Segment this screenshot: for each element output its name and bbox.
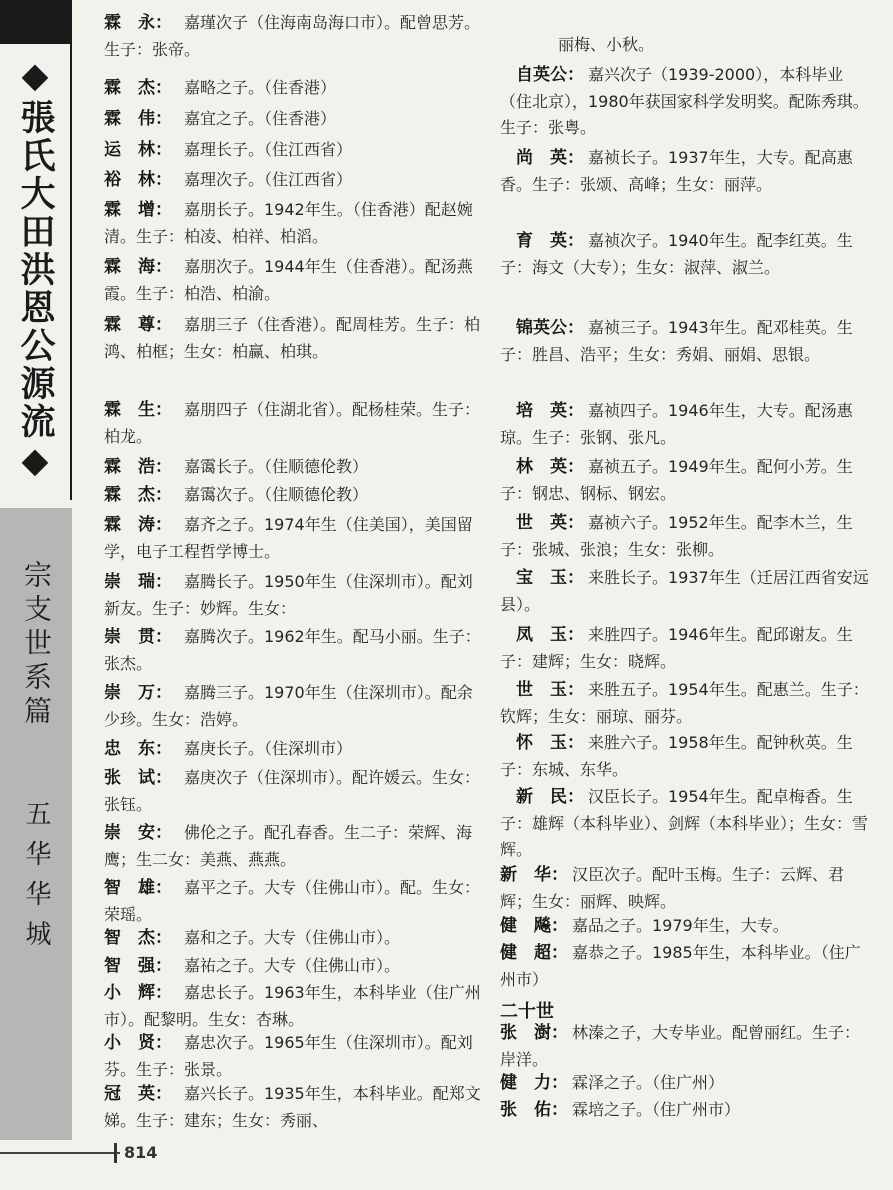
entry-desc: 霖培之子。（住广州市）: [572, 1100, 741, 1119]
genealogy-entry: [104, 1030, 486, 1083]
genealogy-entry: [104, 953, 486, 980]
entry-desc: 来胜四子。1946年生。配邱谢友。生子：建辉；生女：晓辉。: [500, 625, 853, 671]
entry-name: 霖 伟：: [104, 109, 172, 129]
genealogy-entry: [500, 62, 872, 142]
genealogy-entry: [104, 10, 486, 63]
genealogy-entry: [500, 32, 872, 59]
genealogy-entry: [500, 510, 872, 563]
entry-name: 尚 英：: [516, 148, 584, 168]
book-title-box: [0, 56, 70, 496]
entry-name: 张 佑：: [500, 1100, 568, 1120]
entry-name: 怀 玉：: [516, 733, 584, 753]
entry-name: 新 华：: [500, 865, 568, 885]
entry-name: 培 英：: [516, 401, 584, 421]
entry-name: 崇 瑞：: [104, 572, 172, 592]
genealogy-entry: [500, 622, 872, 675]
sidebar-divider: [70, 0, 72, 500]
entry-name: 健 超：: [500, 943, 568, 963]
genealogy-entry: [104, 736, 486, 763]
entry-desc: 嘉朋四子（住湖北省）。配杨桂荣。生子：柏龙。: [104, 400, 481, 446]
entry-name: 霖 涛：: [104, 515, 172, 535]
entry-name: 霖 杰：: [104, 78, 172, 98]
entry-desc: 嘉和之子。大专（住佛山市）。: [184, 928, 401, 947]
entry-name: 霖 尊：: [104, 315, 172, 335]
entry-desc: 嘉齐之子。1974年生（住美国），美国留学，电子工程哲学博士。: [104, 515, 473, 561]
entry-name: 冠 英：: [104, 1084, 172, 1104]
entry-desc: 嘉祯三子。1943年生。配邓桂英。生子：胜昌、浩平；生女：秀娟、丽娟、思银。: [500, 318, 853, 364]
entry-name: 霖 浩：: [104, 457, 172, 477]
entry-name: 小 贤：: [104, 1033, 172, 1053]
entry-name: 林 英：: [516, 457, 584, 477]
entry-name: 锦英公：: [516, 318, 584, 338]
page-footer-tick: [114, 1143, 117, 1163]
entry-name: 健 飚：: [500, 916, 568, 936]
entry-name: 智 强：: [104, 956, 172, 976]
entry-desc: 嘉宜之子。（住香港）: [184, 109, 337, 128]
entry-name: 霖 增：: [104, 200, 172, 220]
entry-name: 健 力：: [500, 1073, 568, 1093]
entry-name: 崇 万：: [104, 683, 172, 703]
entry-desc: 佛伦之子。配孔春香。生二子：荣辉、海鹰；生二女：美燕、燕燕。: [104, 823, 473, 869]
entry-name: 崇 贯：: [104, 627, 172, 647]
entry-desc: 林溱之子，大专毕业。配曾丽红。生子：岸洋。: [500, 1023, 861, 1069]
genealogy-entry: [104, 820, 486, 873]
entry-name: 霖 海：: [104, 257, 172, 277]
entry-name: 运 林：: [104, 140, 172, 160]
entry-desc: 汉臣长子。1954年生。配卓梅香。生子：雄辉（本科毕业）、剑辉（本科毕业）；生女：雪辉。: [500, 787, 869, 859]
book-title: ◆張氏大田洪恩公源流◆: [15, 56, 55, 484]
entry-desc: 来胜长子。1937年生（迁居江西省安远县）。: [500, 568, 869, 614]
genealogy-entry: [500, 1097, 872, 1124]
entry-name: 崇 安：: [104, 823, 172, 843]
genealogy-entry: [500, 398, 872, 451]
entry-name: 霖 杰：: [104, 485, 172, 505]
genealogy-entry: [104, 925, 486, 952]
entry-desc: 嘉恭之子。1985年生，本科毕业。（住广州市）: [500, 943, 861, 989]
entry-desc: 嘉忠次子。1965年生（住深圳市）。配刘芬。生子：张景。: [104, 1033, 473, 1079]
entry-name: 世 英：: [516, 513, 584, 533]
entry-desc: 嘉腾三子。1970年生（住深圳市）。配余少珍。生女：浩婷。: [104, 683, 473, 729]
genealogy-entry: [104, 197, 486, 250]
entry-desc: 嘉瑾次子（住海南岛海口市）。配曾思芳。生子：张帝。: [104, 13, 481, 59]
page-number: 814: [124, 1143, 158, 1162]
entry-name: 智 杰：: [104, 928, 172, 948]
entry-name: 凤 玉：: [516, 625, 584, 645]
entry-desc: 嘉祯五子。1949年生。配何小芳。生子：钢忠、钢标、钢宏。: [500, 457, 853, 503]
entry-desc: 嘉祐之子。大专（住佛山市）。: [184, 956, 401, 975]
entry-desc: 来胜五子。1954年生。配惠兰。生子：钦辉；生女：丽琼、丽芬。: [500, 680, 869, 726]
entry-desc: 嘉祯六子。1952年生。配李木兰，生子：张城、张浪；生女：张柳。: [500, 513, 853, 559]
entry-desc: 嘉略之子。（住香港）: [184, 78, 337, 97]
entry-desc: 嘉朋三子（住香港）。配周桂芳。生子：柏鸿、柏框；生女：柏赢、柏琪。: [104, 315, 481, 361]
genealogy-entry: [500, 228, 872, 281]
genealogy-entry: [104, 1081, 486, 1134]
entry-name: 宝 玉：: [516, 568, 584, 588]
genealogy-entry: [500, 862, 872, 915]
entry-desc: 嘉庚长子。（住深圳市）: [184, 739, 353, 758]
genealogy-entry: [500, 730, 872, 783]
sidebar: [0, 0, 78, 1190]
entry-name: 新 民：: [516, 787, 584, 807]
section-title: 宗支世系篇: [20, 560, 53, 730]
entry-desc: 来胜六子。1958年生。配钟秋英。生子：东城、东华。: [500, 733, 853, 779]
genealogy-entry: [104, 980, 486, 1033]
entry-desc: 嘉霭次子。（住顺德伦教）: [184, 485, 369, 504]
entry-desc: 嘉兴长子。1935年生，本科毕业。配郑文娣。生子：建东；生女：秀丽、: [104, 1084, 481, 1130]
genealogy-entry: [104, 875, 486, 928]
entry-name: 裕 林：: [104, 170, 172, 190]
generation-heading: 二十世: [500, 1001, 554, 1022]
genealogy-entry: [104, 137, 486, 164]
entry-desc: 嘉霭长子。（住顺德伦教）: [184, 457, 369, 476]
subsection-title: 五华华城: [21, 800, 51, 960]
genealogy-entry: [104, 75, 486, 102]
entry-name: 育 英：: [516, 231, 584, 251]
entry-desc: 嘉朋次子。1944年生（住香港）。配汤燕霞。生子：柏浩、柏渝。: [104, 257, 473, 303]
entry-desc: 嘉祯四子。1946年生，大专。配汤惠琼。生子：张钢、张凡。: [500, 401, 853, 447]
genealogy-entry: [104, 482, 486, 509]
entry-desc: 霖泽之子。（住广州）: [572, 1073, 725, 1092]
entry-desc: 嘉腾长子。1950年生（住深圳市）。配刘新友。生子：妙辉。生女：: [104, 572, 473, 618]
entry-name: 自英公：: [516, 65, 584, 85]
genealogy-entry: [104, 765, 486, 818]
genealogy-entry: [500, 565, 872, 618]
genealogy-entry: [500, 145, 872, 198]
entry-desc: 嘉忠长子。1963年生，本科毕业（住广州市）。配黎明。生女：杏琳。: [104, 983, 481, 1029]
entry-name: 小 辉：: [104, 983, 172, 1003]
genealogy-entry: [500, 940, 872, 993]
genealogy-entry: [104, 106, 486, 133]
entry-desc: 嘉理长子。（住江西省）: [184, 140, 353, 159]
genealogy-entry: [500, 784, 872, 864]
genealogy-entry: [104, 624, 486, 677]
genealogy-entry: [104, 680, 486, 733]
genealogy-entry: [104, 454, 486, 481]
entry-name: 霖 永：: [104, 13, 172, 33]
entry-desc: 嘉庚次子（住深圳市）。配许媛云。生女：张钰。: [104, 768, 481, 814]
entry-desc: 汉臣次子。配叶玉梅。生子：云辉、君辉；生女：丽辉、映辉。: [500, 865, 845, 911]
entry-desc: 嘉祯长子。1937年生，大专。配高惠香。生子：张颂、高峰；生女：丽萍。: [500, 148, 853, 194]
genealogy-entry: [104, 397, 486, 450]
entry-desc: 嘉祯次子。1940年生。配李红英。生子：海文（大专）；生女：淑萍、淑兰。: [500, 231, 853, 277]
entry-name: 忠 东：: [104, 739, 172, 759]
genealogy-entry: [104, 569, 486, 622]
entry-desc: 嘉兴次子（1939-2000），本科毕业（住北京），1980年获国家科学发明奖。配陈秀琪。生子：张粤。: [500, 65, 869, 137]
page-footer-rule: [0, 1152, 120, 1154]
genealogy-entry: [500, 1070, 872, 1097]
entry-name: 霖 生：: [104, 400, 172, 420]
entry-name: 张 澍：: [500, 1023, 568, 1043]
entry-name: 张 试：: [104, 768, 172, 788]
entry-desc: 丽梅、小秋。: [558, 35, 655, 54]
genealogy-entry: [500, 913, 872, 940]
genealogy-entry: [500, 677, 872, 730]
sidebar-top-bar: [0, 0, 72, 44]
genealogy-entry: [500, 1020, 872, 1073]
entry-name: 智 雄：: [104, 878, 172, 898]
entry-desc: 嘉理次子。（住江西省）: [184, 170, 353, 189]
genealogy-entry: [104, 512, 486, 565]
entry-desc: 嘉平之子。大专（住佛山市）。配。生女：荣瑶。: [104, 878, 481, 924]
genealogy-entry: [104, 167, 486, 194]
entry-desc: 嘉品之子。1979年生，大专。: [572, 916, 789, 935]
genealogy-entry: [500, 454, 872, 507]
genealogy-entry: [104, 312, 486, 365]
entry-desc: 嘉腾次子。1962年生。配马小丽。生子：张杰。: [104, 627, 481, 673]
entry-name: 世 玉：: [516, 680, 584, 700]
entry-desc: 嘉朋长子。1942年生。（住香港）配赵婉清。生子：柏凌、柏祥、柏滔。: [104, 200, 473, 246]
genealogy-entry: [500, 315, 872, 368]
genealogy-entry: [104, 254, 486, 307]
